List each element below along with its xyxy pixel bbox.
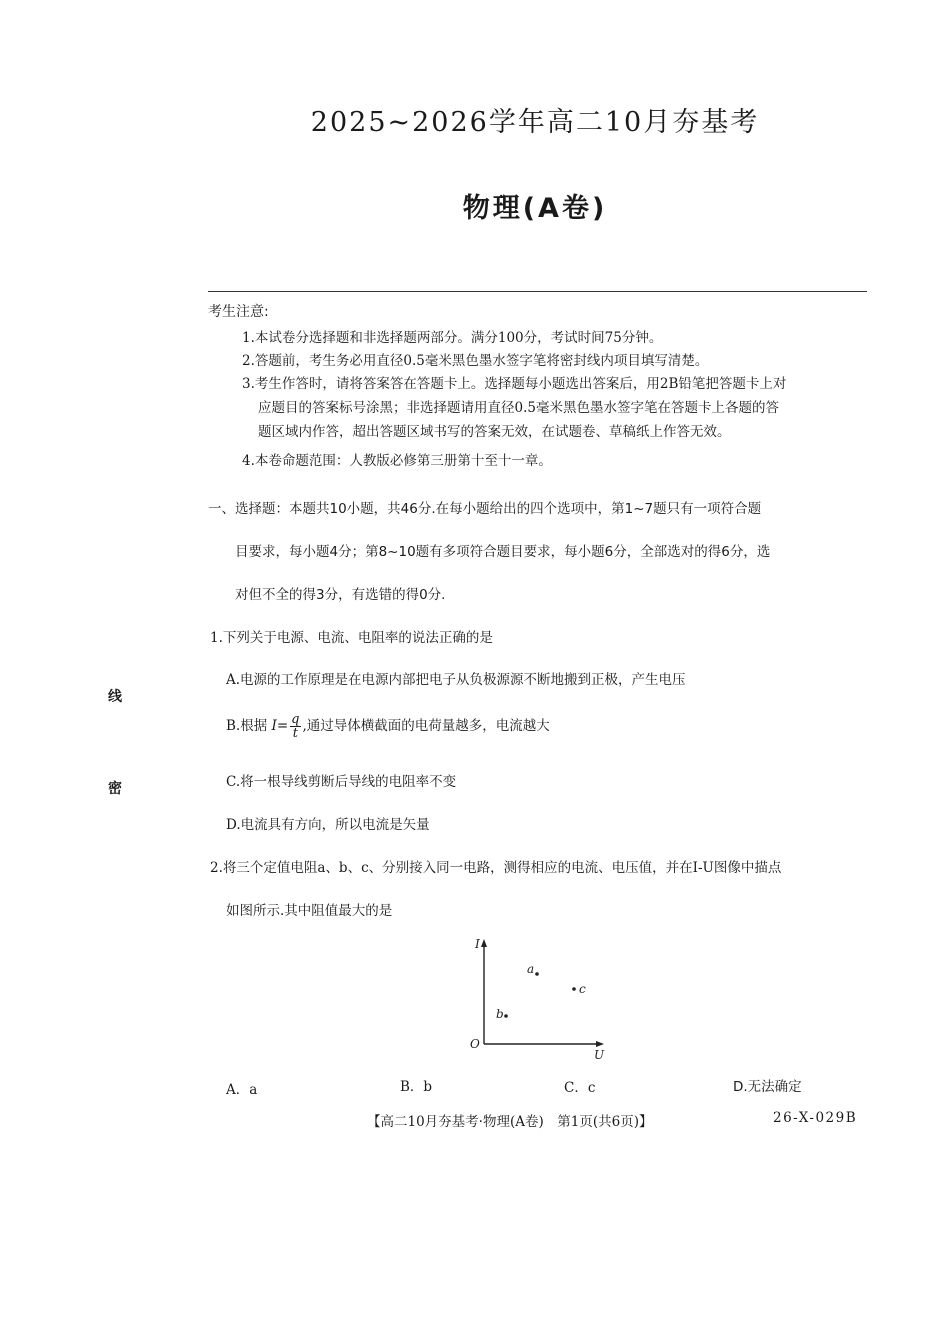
point-label-a: a [527,962,535,976]
section-instructions-line: 一、选择题：本题共10小题，共46分.在每小题给出的四个选项中，第1~7题只有一项符合题 [208,501,762,517]
fraction-numerator: q [291,712,300,727]
iu-graph [460,935,620,1065]
notice-item: 1.本试卷分选择题和非选择题两部分。满分100分，考试时间75分钟。 [242,330,663,346]
q1-option-c: C.将一根导线剪断后导线的电阻率不变 [226,774,457,790]
y-axis-label: I [475,937,480,951]
point-b [504,1014,508,1018]
q1-option-a: A.电源的工作原理是在电源内部把电子从负极源源不断地搬到正极，产生电压 [226,672,686,688]
exam-title: 2025~2026学年高二10月夯基考 [310,107,760,138]
q2-option-d: D.无法确定 [733,1079,802,1095]
x-axis-arrow [596,1041,604,1047]
seal-line-mark: 密 [108,781,122,797]
question-2-stem-line2: 如图所示.其中阻值最大的是 [226,903,393,919]
paper-code: 26-X-029B [773,1110,858,1126]
q1-option-b-prefix: B.根据 [226,718,268,734]
section-instructions-line: 目要求，每小题4分；第8~10题有多项符合题目要求，每小题6分，全部选对的得6分，选 [235,544,771,560]
q2-option-c: C．c [564,1080,596,1096]
point-a [535,972,539,976]
y-axis-arrow [481,939,487,947]
point-label-c: c [579,982,586,996]
notice-item: 3.考生作答时，请将答案答在答题卡上。选择题每小题选出答案后，用2B铅笔把答题卡上对 [242,376,787,392]
q1-option-d: D.电流具有方向，所以电流是矢量 [226,817,430,833]
q1-option-b [226,713,550,740]
notice-heading: 考生注意: [208,304,269,320]
origin-label: O [470,1037,480,1051]
x-axis-label: U [594,1048,605,1062]
binding-line-mark: 线 [108,689,122,705]
q1-option-b-suffix: ,通过导体横截面的电荷量越多，电流越大 [302,718,550,734]
question-2-stem-line1: 2.将三个定值电阻a、b、c、分别接入同一电路，测得相应的电流、电压值，并在I-U图像中描点 [210,860,782,876]
q2-option-a: A．a [226,1082,258,1098]
fraction [290,713,300,740]
question-1-stem: 1.下列关于电源、电流、电阻率的说法正确的是 [210,630,493,646]
page-footer: 【高二10月夯基考·物理(A卷) 第1页(共6页)】 [367,1114,653,1130]
section-instructions-line: 对但不全的得3分，有选错的得0分. [235,587,446,603]
formula-lhs: I= [271,718,289,734]
exam-subtitle: 物理(A卷) [462,193,608,224]
point-label-b: b [496,1007,504,1021]
notice-item-continued: 应题目的答案标号涂黑；非选择题请用直径0.5毫米黑色墨水签字笔在答题卡上各题的答 [258,400,779,416]
notice-item: 4.本卷命题范围：人教版必修第三册第十至十一章。 [242,453,552,469]
data-points [496,962,586,1021]
notice-item-continued: 题区域内作答，超出答题区域书写的答案无效，在试题卷、草稿纸上作答无效。 [258,424,731,440]
notice-item: 2.答题前，考生务必用直径0.5毫米黑色墨水签字笔将密封线内项目填写清楚。 [242,353,709,369]
point-c [572,987,576,991]
q2-option-b: B．b [400,1079,433,1095]
fraction-denominator: t [292,726,298,741]
header-divider [208,291,867,292]
